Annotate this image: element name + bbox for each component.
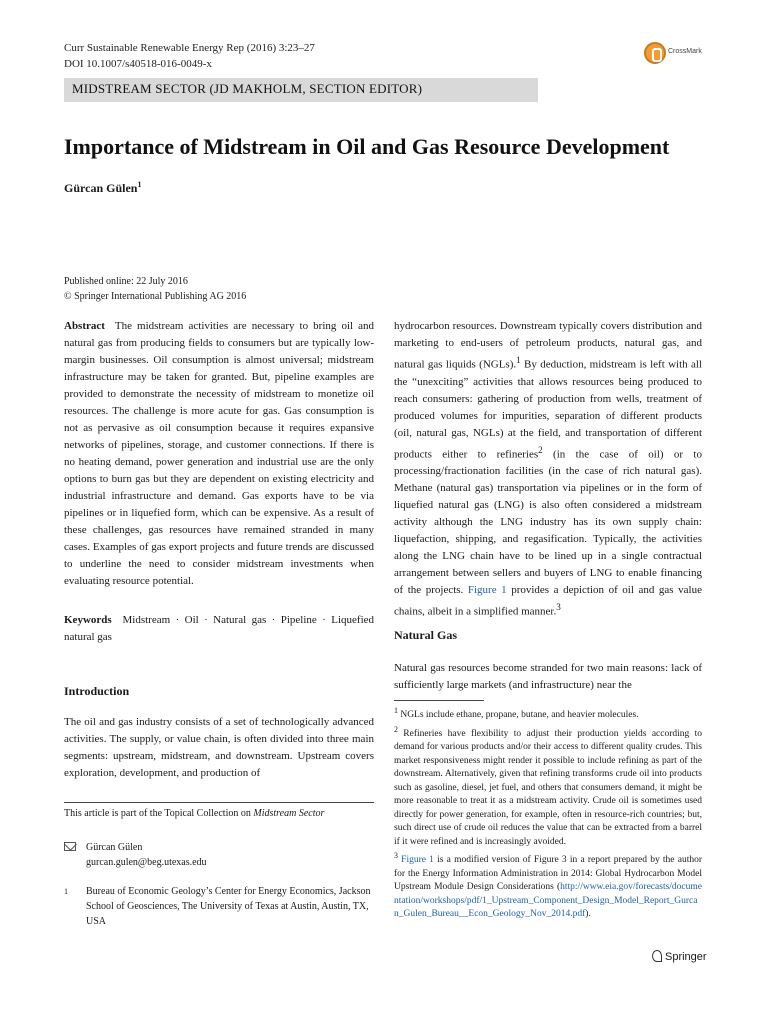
footnote-3: $^3$ Figure 1 is a modified version of Figure 3 in a report prepared by the author for the Energy Information Administration in 2014: Global Hydrocarbon Model Upstream Module Design Considerations (http://www.eia.gov/forecasts/documentation/workshops/pdf/1_Upstream_Component_Design_Model_Report_Gurcan_Gulen_Bureau__Econ_Geology_Nov_2014.pdf).: [394, 851, 702, 920]
footnote-2: $^2$ Refineries have flexibility to adjust their production yields according to demand for various products and/or their access to different quality crudes. This market responsiveness might render it possible to include refining as part of the downstream. Alternatively, given that refining transforms crude oil into products such as gasoline, diesel, jet fuel, and others that consumers demand, it might be more reasonable to treat it as a midstream activity. Crude oil is sometimes used directly for power generation, for example, often in resource-rich countries; but, such direct use of crude oil reduces the value that can be extracted from a barrel if it were refined and is increasingly avoided.: [394, 724, 702, 847]
publisher-logo: [652, 950, 707, 963]
doi[interactable]: DOI 10.1007/s40518-016-0049-x: [64, 58, 212, 70]
keywords-block: [64, 612, 374, 646]
para-part-c: (in the case of oil) or to processing/fractionation facilities (in the case of rich natural gas). Methane (natural gas) transportation via pipelines or in the form of liquefied natural gas (LNG) is also often considered a midstream activity although the LNG industry has its own supply chain: liquefaction, shipping, and regasification. Typically, the activities along the LNG chain have to be lined up in a single contractual arrangement between sellers and buyers of LNG to enable financing of the projects.: [394, 448, 702, 597]
footnote-3-text: is a modified version of Figure 3 in a report prepared by the author for the Energy Information Administration in 2014: Global Hydrocarbon Model Upstream Module Design Considerations (: [394, 855, 702, 893]
keywords-label: Keywords: [64, 614, 112, 626]
published-date: Published online: 22 July 2016: [64, 276, 188, 287]
crossmark-icon: [644, 42, 666, 64]
publisher-name: Springer: [665, 951, 707, 963]
right-column-text: [394, 318, 702, 621]
footnote-1-text: NGLs include ethane, propane, butane, and heavier molecules.: [400, 710, 639, 721]
footnote-1: $^1$ NGLs include ethane, propane, butane, and heavier molecules.: [394, 706, 639, 721]
footnote-3-url[interactable]: http://www.eia.gov/forecasts/documentation/workshops/pdf/1_Upstream_Component_Design_Model_Report_Gurcan_Gulen_Bureau__Econ_Geology_Nov_2014.pdf: [394, 882, 702, 920]
para-part-a: hydrocarbon resources. Downstream typically covers distribution and marketing to end-users of petroleum products, natural gas, and natural gas liquids (NGLs).: [394, 320, 702, 371]
introduction-heading: Introduction: [64, 684, 130, 698]
para-part-d: provides a depiction of oil and gas value chains, albeit in a simplified manner.: [394, 584, 702, 618]
contact-name: Gürcan Gülen: [86, 842, 143, 853]
mail-icon: [64, 842, 76, 851]
footnote-ref-3[interactable]: 3: [556, 602, 561, 613]
natural-gas-text: [394, 660, 702, 694]
footnotes-block: [394, 704, 702, 922]
contact-email[interactable]: gurcan.gulen@beg.utexas.edu: [86, 857, 207, 868]
journal-citation: Curr Sustainable Renewable Energy Rep (2016) 3:23–27: [64, 42, 315, 54]
introduction-paragraph: The oil and gas industry consists of a set of technologically advanced activities. The supply, or value chain, is often divided into three main segments: upstream, midstream, and downstream. Upstream covers exploration, development, and production of: [64, 716, 374, 779]
author-affiliation-mark: 1: [137, 180, 142, 189]
publication-info: [64, 274, 246, 304]
footnote-2-text: Refineries have flexibility to adjust their production yields according to demand for various products and/or their access to different quality crudes. This market responsiveness might render it possible to include refining as part of the downstream. Alternatively, given that refining transforms crude oil into products such as gasoline, diesel, jet fuel, and others that consumers demand, it might be more reasonable to treat it as a midstream activity. Crude oil is sometimes used directly for power generation, for example, often in resource-rich countries; but, such direct use of crude oil reduces the value that can be extracted from a barrel if it were refined and is increasingly avoided.: [394, 728, 702, 847]
footnote-divider-left: [64, 802, 374, 803]
para-part-b: By deduction, midstream is left with all the “unexciting” activities that allows resources being produced to reach consumers: gathering of production from wells, treatment of produced volumes for impurities, separation of different products (oil, natural gas, NGLs) at the field, and transportation of different products either to refineries: [394, 358, 702, 461]
crossmark-label: CrossMark: [668, 48, 702, 55]
natural-gas-paragraph: Natural gas resources become stranded for two main reasons: lack of sufficiently large markets (and infrastructure) near the: [394, 662, 702, 691]
abstract-label: Abstract: [64, 320, 105, 332]
section-bar: [64, 78, 538, 102]
section-label: MIDSTREAM SECTOR (JD MAKHOLM, SECTION EDITOR): [72, 81, 423, 96]
copyright: © Springer International Publishing AG 2016: [64, 291, 247, 302]
natural-gas-heading: Natural Gas: [394, 628, 457, 642]
springer-horse-icon: [652, 950, 662, 962]
footnote-3-end: ).: [585, 909, 591, 920]
introduction-text: [64, 714, 374, 782]
footnote-ref-1[interactable]: 1: [516, 355, 521, 365]
affiliation-number: 1: [64, 887, 68, 896]
contact-block: [86, 840, 207, 870]
footnote-divider-right: [394, 700, 484, 701]
topical-note-prefix: This article is part of the Topical Collection on: [64, 808, 254, 819]
crossmark-badge[interactable]: [644, 42, 716, 66]
affiliation-text: Bureau of Economic Geology’s Center for Energy Economics, Jackson School of Geosciences, The University of Texas at Austin, Austin, TX, USA: [86, 886, 371, 927]
author-line: [64, 180, 141, 196]
journal-header: [64, 40, 315, 72]
topical-note-collection: Midstream Sector: [253, 808, 325, 819]
figure-1-link[interactable]: Figure 1: [467, 584, 507, 597]
footnote-ref-2[interactable]: 2: [538, 444, 543, 455]
abstract-block: [64, 318, 374, 590]
keywords-text: Midstream · Oil · Natural gas · Pipeline · Liquefied natural gas: [64, 614, 375, 643]
footnote-3-figure-link[interactable]: Figure 1: [401, 855, 434, 866]
article-title: Importance of Midstream in Oil and Gas Resource Development: [64, 134, 670, 159]
abstract-text: The midstream activities are necessary to bring oil and natural gas from producing fields to consumers but are typically low-margin businesses. Oil consumption is almost universal; midstream infrastructure may be taken for granted. But, pipeline examples are provided to demonstrate the necessity of midstream to monetize oil resources. The challenge is more acute for gas. Gas consumption is not as pervasive as oil consumption because it requires expansive networks of pipelines, storage, and customer connections. If there is no heating demand, power generation and industrial use are the only options to burn gas but they are dependent on existing electricity and industrial infrastructure and demand. Gas exports have to be via pipelines or in liquefied form, which can be expensive. As a result of these challenges, gas resources have remained stranded in many cases. Examples of gas export projects and future trends are discussed to underline the need to consider midstream investments when evaluating resource potential.: [64, 320, 374, 587]
topical-collection-note: [64, 808, 324, 819]
value-chain-paragraph: [394, 318, 702, 621]
author-name: Gürcan Gülen: [64, 181, 138, 195]
